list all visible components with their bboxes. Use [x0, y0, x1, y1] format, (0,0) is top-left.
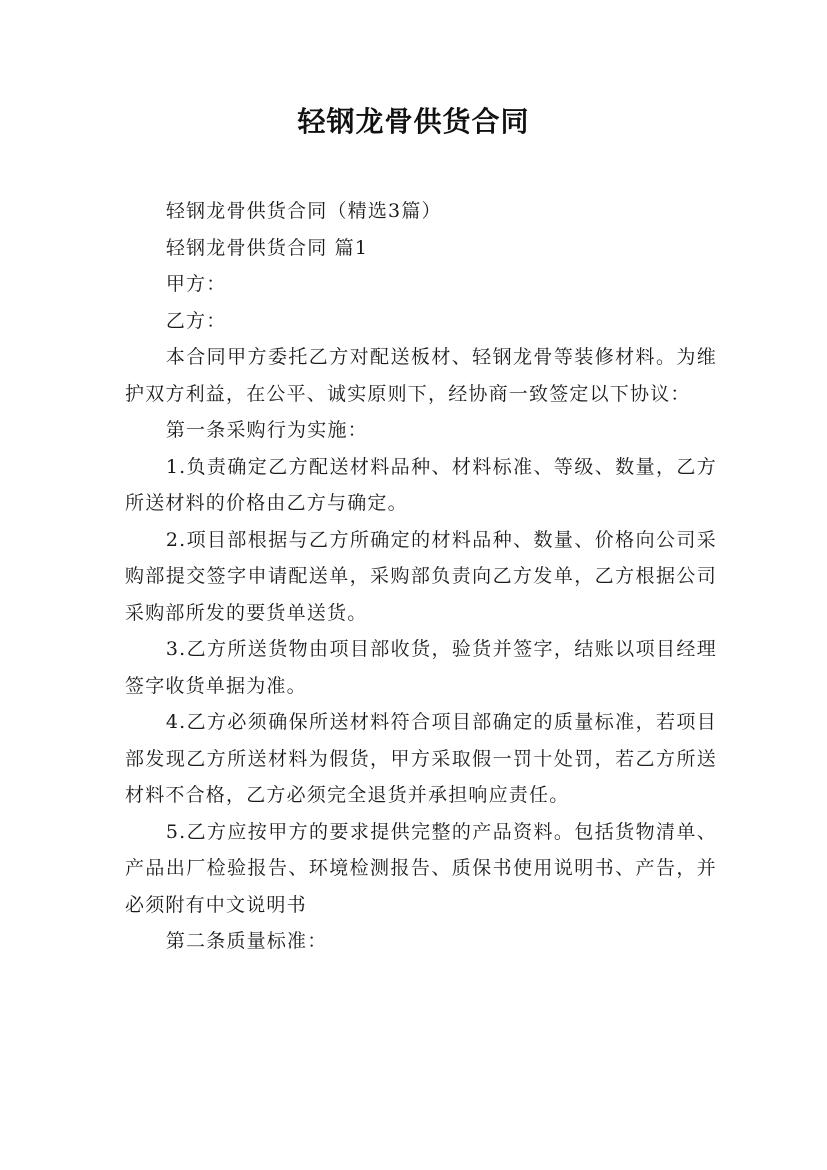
- paragraph-article-1-heading: 第一条采购行为实施：: [165, 419, 368, 441]
- paragraph-party-a: 甲方：: [165, 273, 227, 295]
- document-title: 轻钢龙骨供货合同: [297, 105, 530, 138]
- paragraph-clause-4: 4.乙方必须确保所送材料符合项目部确定的质量标准，若项目部发现乙方所送材料为假货，甲方采取假一罚十处罚，若乙方所送材料不合格，乙方必须完全退货并承担响应责任。: [125, 711, 717, 806]
- paragraph-clause-2: 2.项目部根据与乙方所确定的材料品种、数量、价格向公司采购部提交签字申请配送单，采购部负责向乙方发单，乙方根据公司采购部所发的要货单送货。: [125, 528, 717, 624]
- paragraph-clause-1: 1.负责确定乙方配送材料品种、材料标准、等级、数量，乙方所送材料的价格由乙方与确定。: [125, 455, 717, 514]
- paragraph-preamble: 本合同甲方委托乙方对配送板材、轻钢龙骨等装修材料。为维护双方利益，在公平、诚实原则下，经协商一致签定以下协议：: [125, 346, 717, 405]
- paragraph-clause-5: 5.乙方应按甲方的要求提供完整的产品资料。包括货物清单、产品出厂检验报告、环境检测报告、质保书使用说明书、产告，并必须附有中文说明书: [125, 820, 717, 916]
- paragraph-clause-3: 3.乙方所送货物由项目部收货，验货并签字，结账以项目经理签字收货单据为准。: [125, 638, 717, 697]
- document-body: [125, 193, 717, 960]
- paragraph-part-heading: 轻钢龙骨供货合同 篇1: [165, 236, 369, 259]
- paragraph-party-b: 乙方：: [165, 309, 227, 332]
- paragraph-article-2-heading: 第二条质量标准：: [165, 930, 328, 952]
- paragraph-collection-heading: 轻钢龙骨供货合同（精选3篇）: [165, 200, 442, 222]
